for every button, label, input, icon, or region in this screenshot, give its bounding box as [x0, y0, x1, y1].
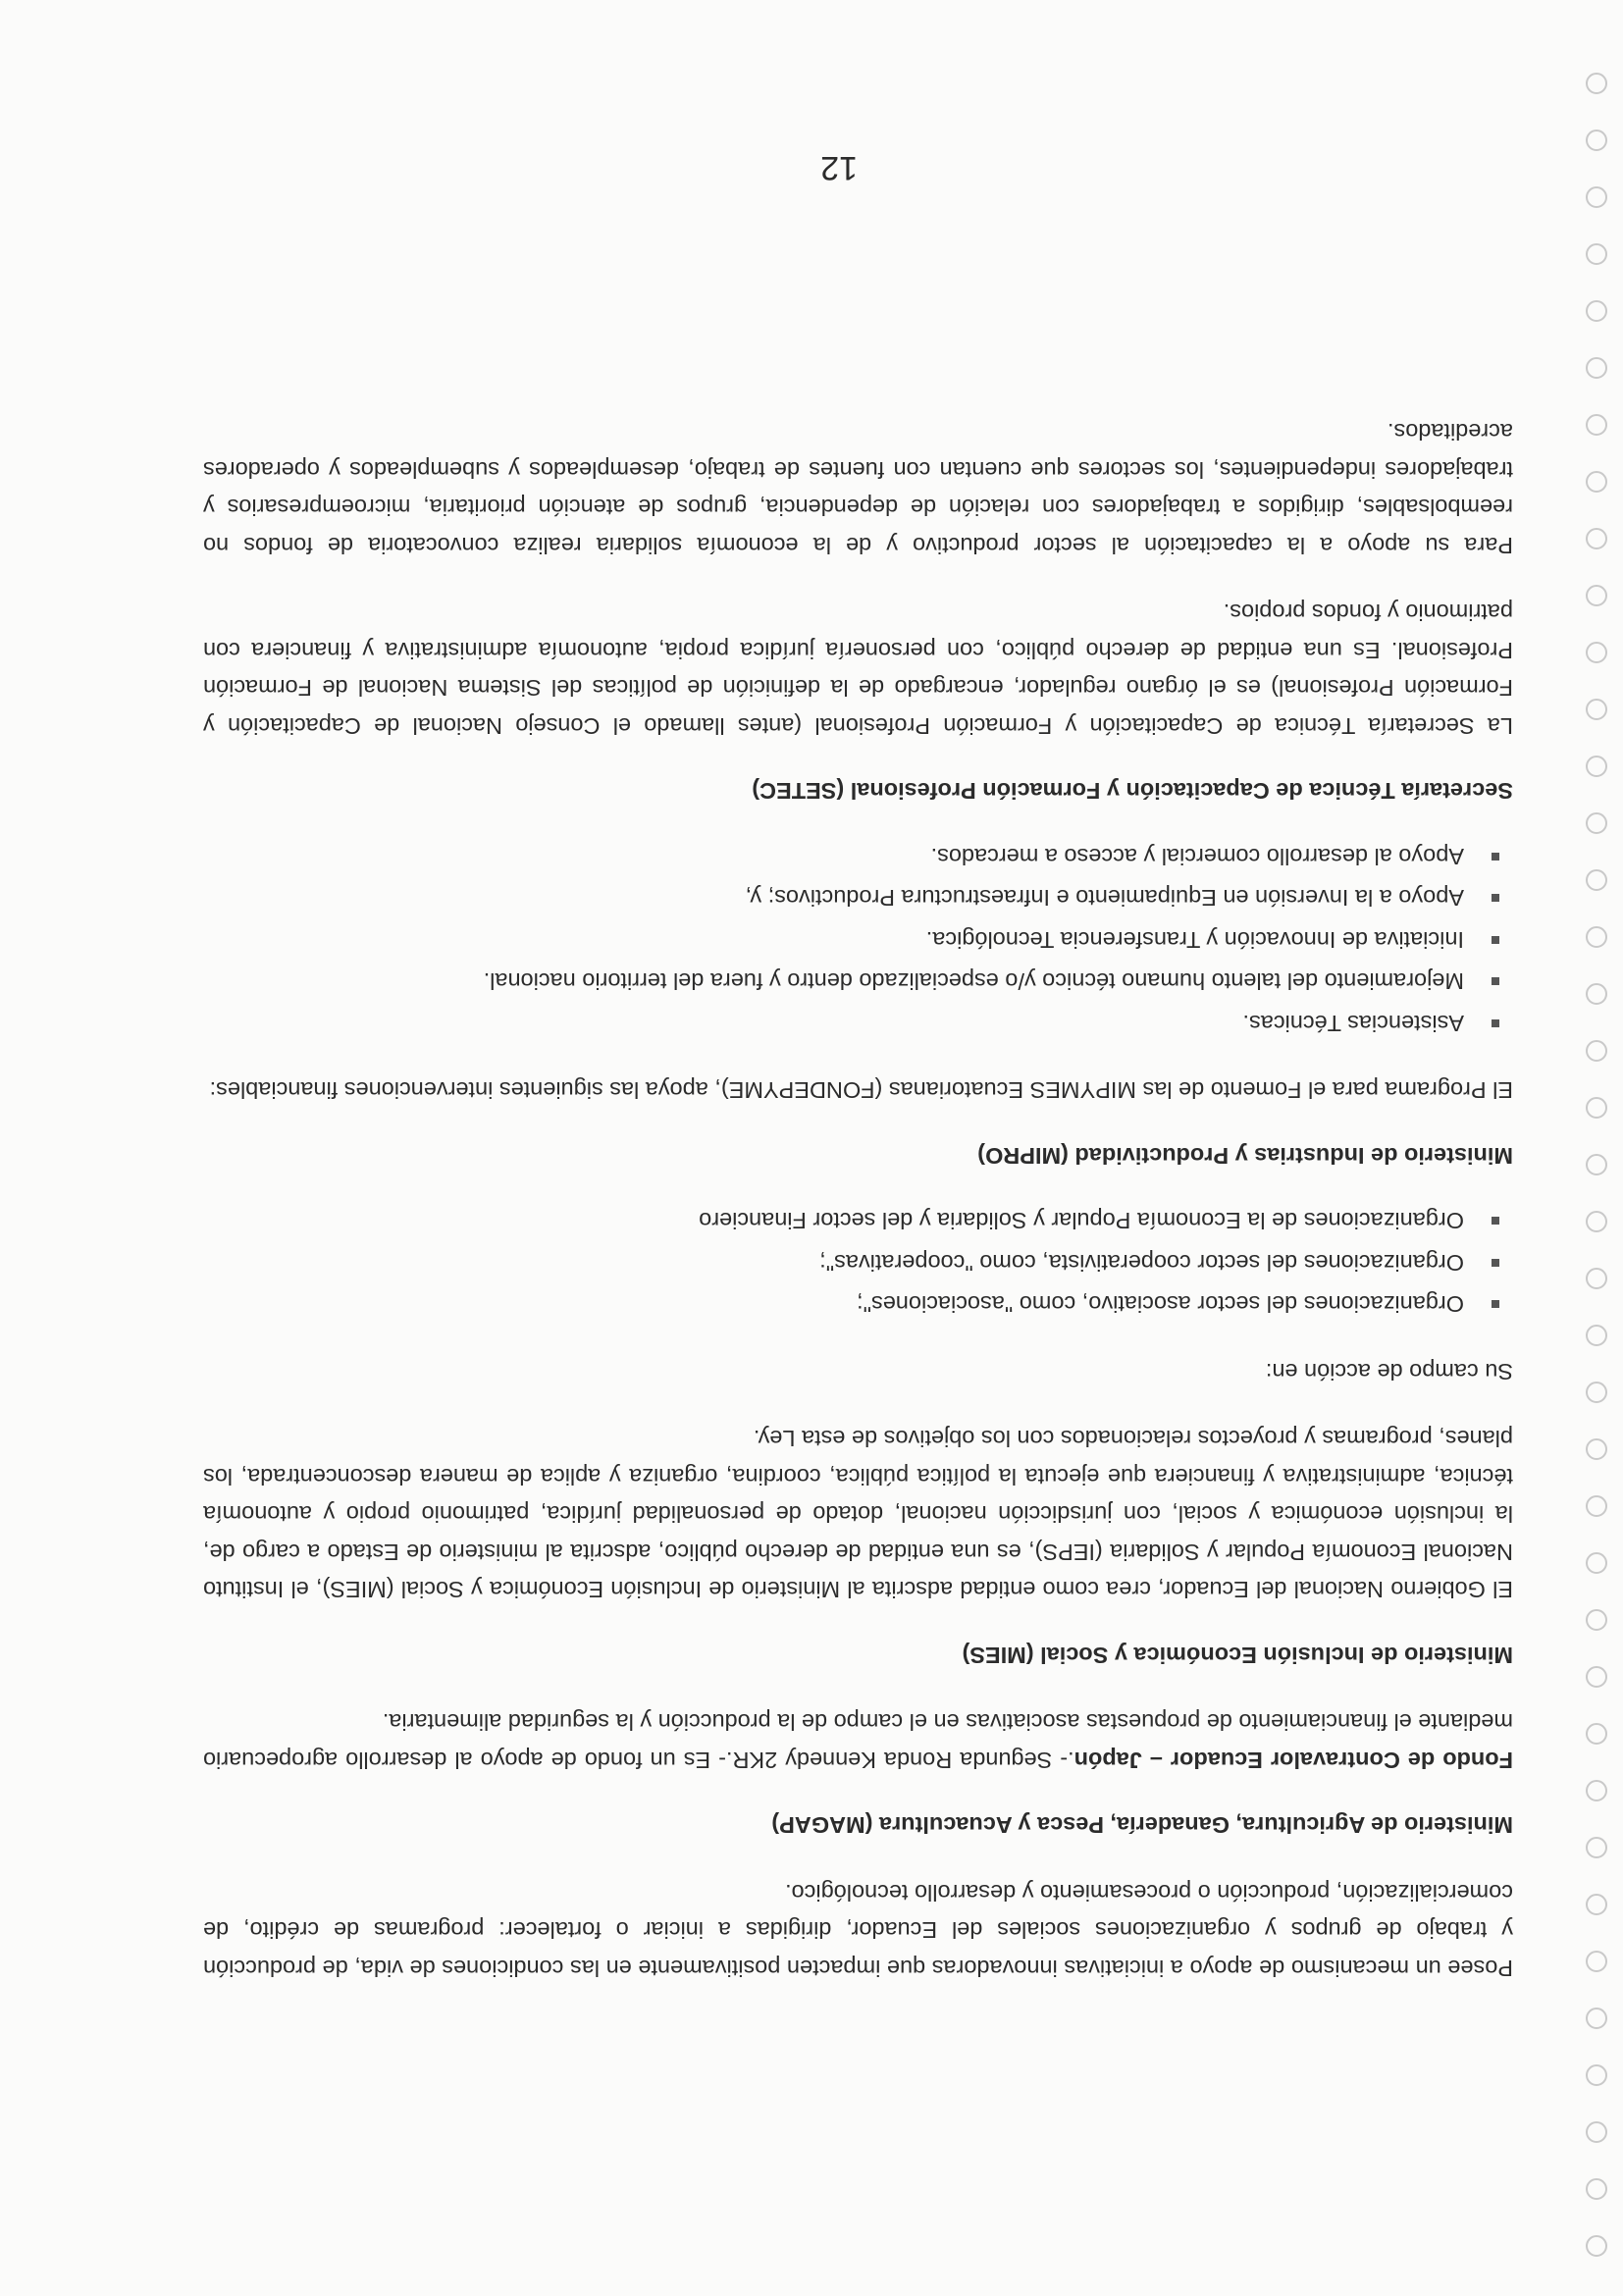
mies-heading: Ministerio de Inclusión Económica y Social (MIES) — [962, 1643, 1513, 1668]
binding-hole — [1586, 414, 1607, 436]
intro-paragraph: Posee un mecanismo de apoyo a iniciativas innovadoras que impacten positivamente en las condiciones de vida, de producción y trabajo de grupos y organizaciones sociales del Ecuador, dirigidas a iniciar o fortalecer: programas de crédito, de comercialización, producción o procesamiento y desarrollo tecnológico. — [203, 1880, 1513, 1981]
list-item — [203, 1244, 1513, 1282]
list-item — [203, 838, 1513, 876]
binding-hole — [1586, 1097, 1607, 1119]
binding-holes — [1572, 29, 1611, 2257]
list-item — [203, 1285, 1513, 1324]
list-item-text: Organizaciones de la Economía Popular y Solidaria y del sector Financiero — [699, 1208, 1464, 1234]
binding-hole — [1586, 812, 1607, 834]
binding-hole — [1586, 1040, 1607, 1062]
bullet-icon — [1492, 936, 1499, 944]
mies-bullet-list — [203, 1202, 1513, 1324]
binding-hole — [1586, 357, 1607, 379]
list-item-text: Apoyo al desarrollo comercial y acceso a mercados. — [930, 844, 1464, 869]
binding-hole — [1586, 642, 1607, 663]
binding-hole — [1586, 471, 1607, 493]
page-number: 12 — [820, 149, 858, 186]
binding-hole — [1586, 73, 1607, 94]
binding-hole — [1586, 1382, 1607, 1403]
binding-hole — [1586, 186, 1607, 208]
binding-hole — [1586, 2008, 1607, 2029]
list-item-text: Asistencias Técnicas. — [1242, 1011, 1464, 1036]
list-item-text: Organizaciones del sector asociativo, como "asociaciones"; — [857, 1291, 1464, 1318]
bullet-icon — [1492, 1019, 1499, 1027]
binding-hole — [1586, 699, 1607, 720]
mies-campo-label: Su campo de acción en: — [1265, 1359, 1513, 1384]
list-item — [203, 1202, 1513, 1240]
binding-hole — [1586, 585, 1607, 606]
mipro-bullet-list — [203, 838, 1513, 1043]
binding-hole — [1586, 869, 1607, 891]
list-item-text: Mejoramiento del talento humano técnico y/o especializado dentro y fuera del territorio nacional. — [483, 968, 1464, 995]
binding-hole — [1586, 2121, 1607, 2143]
bullet-icon — [1492, 978, 1499, 986]
binding-hole — [1586, 1666, 1607, 1688]
magap-paragraph-text: .- Segunda Ronda Kennedy 2KR.- Es un fondo de apoyo al desarrollo agropecuario mediante el financiamiento de propuestas asociativas en el campo de la producción y la seguridad alimentaria. — [202, 1709, 1513, 1773]
bullet-icon — [1492, 853, 1499, 861]
binding-hole — [1586, 1495, 1607, 1517]
binding-hole — [1586, 1154, 1607, 1175]
binding-hole — [1586, 2235, 1607, 2257]
binding-hole — [1586, 756, 1607, 777]
binding-hole — [1586, 1837, 1607, 1858]
list-item-text: Iniciativa de Innovación y Transferencia Tecnológica. — [925, 927, 1464, 953]
mipro-heading: Ministerio de Industrias y Productividad (MIPRO) — [977, 1143, 1513, 1169]
binding-hole — [1586, 1211, 1607, 1232]
list-item — [203, 1005, 1513, 1043]
binding-hole — [1586, 1894, 1607, 1915]
bullet-icon — [1492, 895, 1499, 903]
binding-hole — [1586, 1951, 1607, 1972]
bullet-icon — [1492, 1218, 1499, 1226]
binding-hole — [1586, 528, 1607, 549]
binding-hole — [1586, 2064, 1607, 2086]
mies-paragraph: El Gobierno Nacional del Ecuador, crea como entidad adscrita al Ministerio de Inclusión Económica y Social (MIES), el Instituto Nacional Economía Popular y Solidaria (IEPS), es una entidad de derecho público, adscrita al ministerio de Estado a cargo de, la inclusión económica y social, con jurisdicción nacional, dotado de personalidad jurídica, patrimonio propio y autonomía técnica, administrativa y financiera que ejecuta la política pública, coordina, organiza y aplica de manera desconcentrada, los planes, programas y proyectos relacionados con los objetivos de esta Ley. — [203, 1426, 1513, 1603]
list-item-text: Organizaciones del sector cooperativista, como "cooperativas"; — [819, 1250, 1464, 1276]
binding-hole — [1586, 2178, 1607, 2200]
binding-hole — [1586, 926, 1607, 948]
binding-hole — [1586, 1438, 1607, 1460]
setec-heading: Secretaría Técnica de Capacitación y Formación Profesional (SETEC) — [752, 778, 1513, 805]
magap-lead: Fondo de Contravalor Ecuador – Japón — [1073, 1748, 1513, 1773]
binding-hole — [1586, 983, 1607, 1005]
magap-heading: Ministerio de Agricultura, Ganadería, Pesca y Acuacultura (MAGAP) — [771, 1812, 1513, 1839]
list-item — [203, 963, 1513, 1001]
mipro-paragraph: El Programa para el Fomento de las MIPYMES Ecuatorianas (FONDEPYME), apoya las siguientes intervenciones financiables: — [209, 1077, 1513, 1104]
binding-hole — [1586, 1268, 1607, 1289]
binding-hole — [1586, 1723, 1607, 1745]
binding-hole — [1586, 130, 1607, 151]
setec-paragraph-2: Para su apoyo a la capacitación al sector productivo y de la economía solidaria realiza convocatoria de fondos no reembolsables, dirigidos a trabajadores con relación de dependencia, grupos de atención prioritaria, microempresarios y trabajadores independientes, los sectores que cuentan con fuentes de trabajo, desempleados y subempleados y operadores acreditados. — [203, 419, 1513, 558]
binding-hole — [1586, 1780, 1607, 1801]
binding-hole — [1586, 1325, 1607, 1346]
binding-hole — [1586, 243, 1607, 265]
list-item — [203, 921, 1513, 960]
document-body — [203, 384, 1513, 1987]
bullet-icon — [1492, 1301, 1499, 1309]
magap-paragraph — [203, 1703, 1513, 1779]
list-item — [203, 879, 1513, 917]
bullet-icon — [1492, 1259, 1499, 1267]
binding-hole — [1586, 1552, 1607, 1574]
setec-paragraph-1: La Secretaría Técnica de Capacitación y Formación Profesional (antes llamado el Consejo Nacional de Capacitación y Formación Profesional) es el órgano regulador, encargado de la definición de políticas del Sistema Nacional de Formación Profesional. Es una entidad de derecho público, con personería jurídica propia, autonomía administrativa y financiera con patrimonio y fondos propios. — [203, 600, 1513, 739]
binding-hole — [1586, 1609, 1607, 1631]
binding-hole — [1586, 300, 1607, 322]
list-item-text: Apoyo a la Inversión en Equipamiento e Infraestructura Productivos; y, — [745, 885, 1464, 912]
